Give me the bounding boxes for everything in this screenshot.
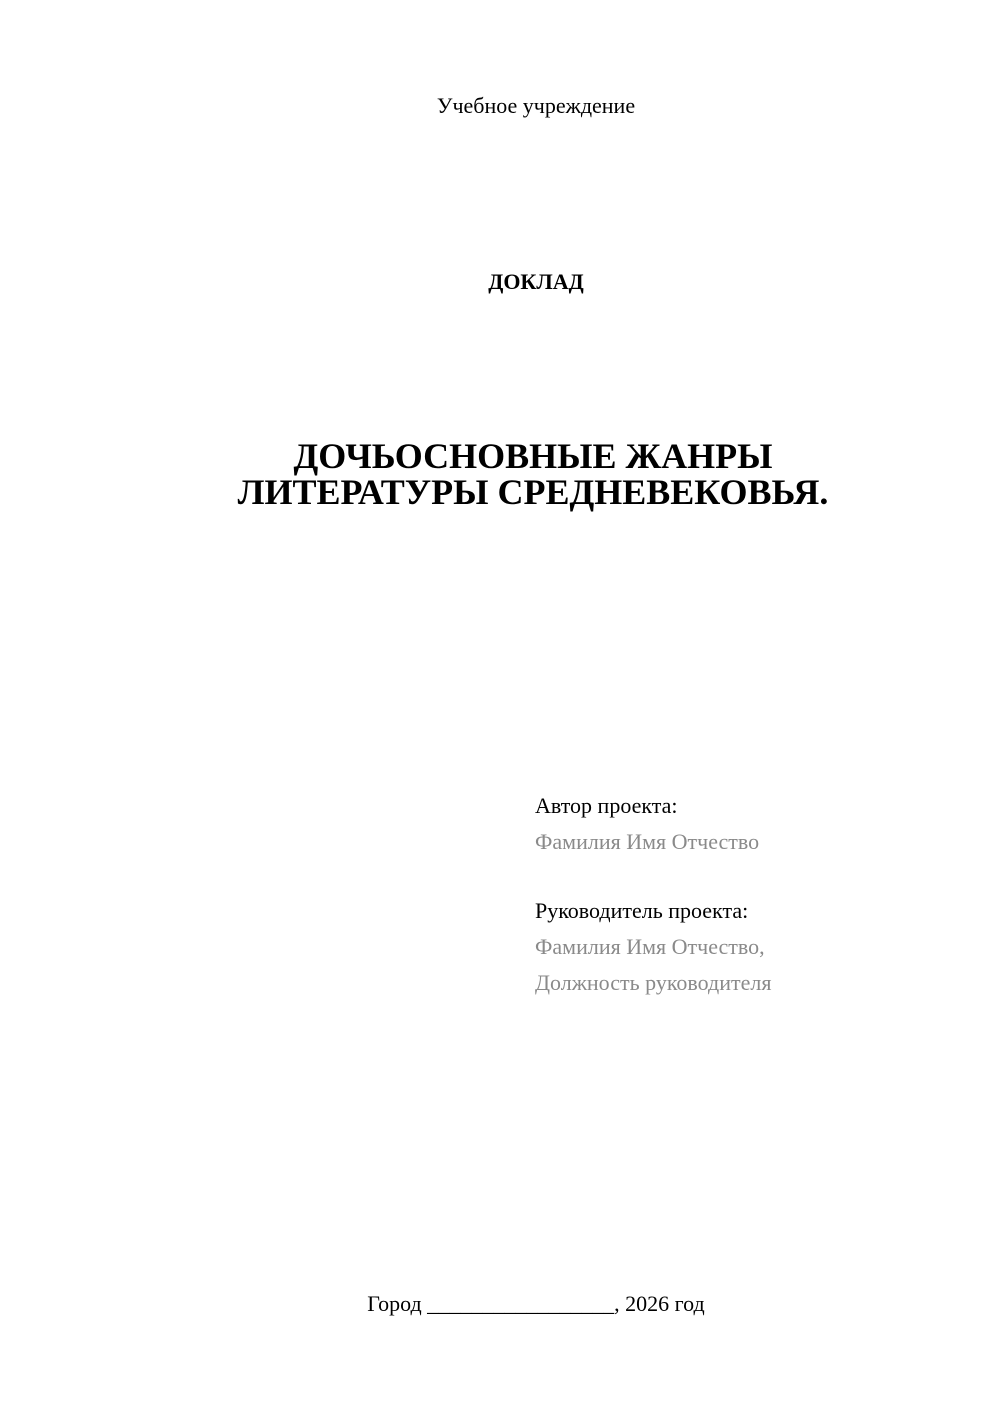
- project-info-block: [535, 788, 975, 1001]
- supervisor-position: Должность руководителя: [535, 970, 772, 995]
- document-title: [0, 438, 1000, 510]
- author-label: Автор проекта:: [535, 793, 678, 818]
- info-spacer: [535, 860, 975, 893]
- institution-name: Учебное учреждение: [436, 93, 636, 118]
- document-title-line-1: ДОЧЬОСНОВНЫЕ ЖАНРЫ: [293, 436, 773, 476]
- supervisor-label: Руководитель проекта:: [535, 898, 749, 923]
- author-name: Фамилия Имя Отчество: [535, 829, 760, 854]
- document-type: ДОКЛАД: [488, 269, 584, 294]
- supervisor-name: Фамилия Имя Отчество,: [535, 934, 765, 959]
- document-title-line-2: ЛИТЕРАТУРЫ СРЕДНЕВЕКОВЬЯ.: [237, 472, 829, 512]
- city-year-line: Город _________________, 2026 год: [367, 1291, 705, 1316]
